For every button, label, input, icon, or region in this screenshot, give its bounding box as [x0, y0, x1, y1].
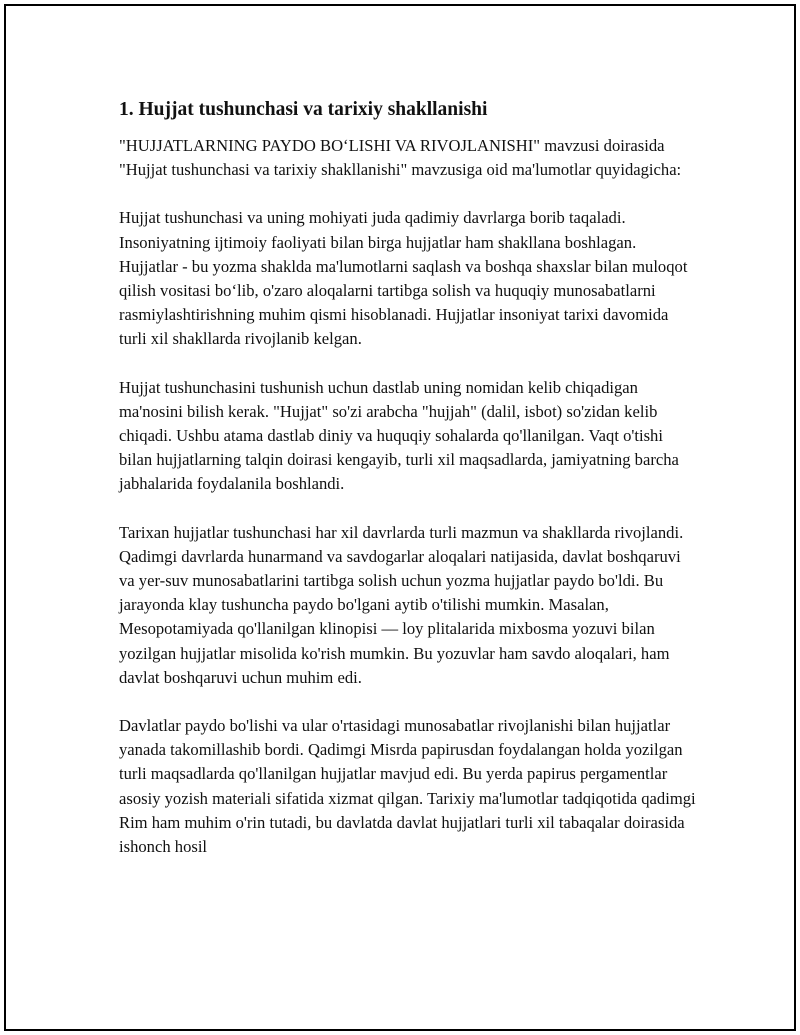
section-heading: 1. Hujjat tushunchasi va tarixiy shakllanishi: [119, 99, 488, 120]
paragraph-etymology: Hujjat tushunchasini tushunish uchun dastlab uning nomidan kelib chiqadigan ma'nosini bilish kerak. "Hujjat" so'zi arabcha "hujjah" (dalil, isbot) so'zidan kelib chiqadi. Ushbu atama dastlab diniy va huquqiy sohalarda qo'llanilgan. Vaqt o'tishi bilan hujjatlarning talqin doirasi kengayib, turli xil maqsadlarda, jamiyatning barcha jabhalarida foydalanila boshlandi.: [119, 377, 679, 494]
paragraph-history: Tarixan hujjatlar tushunchasi har xil davrlarda turli mazmun va shakllarda rivojlandi. Qadimgi davrlarda hunarmand va savdogarlar aloqalari natijasida, davlat boshqaruvi va yer-suv munosabatlarini tartibga solish uchun yozma hujjatlar paydo bo'ldi. Bu jarayonda klay tushuncha paydo bo'lgani aytib o'tilishi mumkin. Masalan, Mesopotamiyada qo'llanilgan klinopisi — loy plitalarida mixbosma yozuvi bilan yozilgan hujjatlar misolida ko'rish mumkin. Bu yozuvlar ham savdo aloqalari, ham davlat boshqaruvi uchun muhim edi.: [119, 522, 684, 687]
paragraph-states: Davlatlar paydo bo'lishi va ular o'rtasidagi munosabatlar rivojlanishi bilan hujjatlar yanada takomillashib bordi. Qadimgi Misrda papirusdan foydalangan holda yozilgan turli maqsadlarda qo'llanilgan hujjatlar mavjud edi. Bu yerda papirus pergamentlar asosiy yozish materiali sifatida xizmat qilgan. Tarixiy ma'lumotlar tadqiqotida qadimgi Rim ham muhim o'rin tutadi, bu davlatda davlat hujjatlari turli xil tabaqalar doirasida ishonch hosil: [119, 716, 696, 857]
page-frame: [4, 4, 796, 1031]
intro-paragraph: "HUJJATLARNING PAYDO BOʻLISHI VA RIVOJLANISHI" mavzusi doirasida "Hujjat tushunchasi va tarixiy shakllanishi" mavzusiga oid ma'lumotlar quyidagicha:: [119, 136, 682, 180]
document-body: [119, 98, 699, 883]
paragraph-concept: Hujjat tushunchasi va uning mohiyati juda qadimiy davrlarga borib taqaladi. Insoniyatning ijtimoiy faoliyati bilan birga hujjatlar ham shakllana boshlagan. Hujjatlar - bu yozma shaklda ma'lumotlarni saqlash va boshqa shaxslar bilan muloqot qilish vositasi boʻlib, o'zaro aloqalarni tartibga solish va huquqiy munosabatlarni rasmiylashtirishning muhim qismi hisoblanadi. Hujjatlar insoniyat tarixi davomida turli xil shakllarda rivojlanib kelgan.: [119, 208, 688, 349]
